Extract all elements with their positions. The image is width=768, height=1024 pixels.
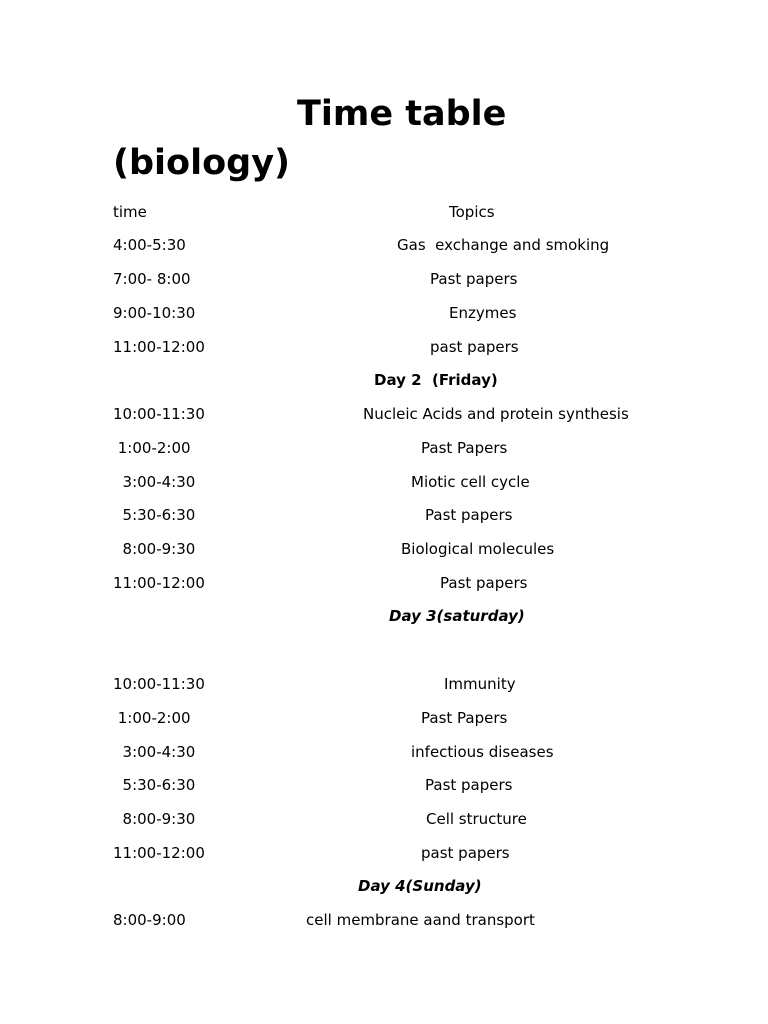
row-time: 8:00-9:30 [113, 810, 196, 828]
row-topic: Past papers [425, 776, 513, 794]
row-time: 8:00-9:00 [113, 911, 186, 929]
row-topic: Enzymes [449, 304, 517, 322]
row-topic: past papers [421, 844, 510, 862]
row-time: 1:00-2:00 [113, 439, 191, 457]
title-line-1: Time table [297, 94, 507, 134]
row-topic: past papers [430, 338, 519, 356]
row-topic: Past papers [425, 506, 513, 524]
row-topic: Cell structure [426, 810, 527, 828]
row-topic: Past papers [430, 270, 518, 288]
day-2-heading: Day 2 (Friday) [374, 371, 498, 389]
row-topic: Miotic cell cycle [411, 473, 530, 491]
row-time: 11:00-12:00 [113, 338, 205, 356]
header-time: time [113, 203, 147, 221]
row-topic: Immunity [444, 675, 516, 693]
row-time: 10:00-11:30 [113, 405, 205, 423]
day-4-heading: Day 4(Sunday) [358, 877, 482, 895]
row-time: 5:30-6:30 [113, 776, 196, 794]
row-topic: Past Papers [421, 439, 508, 457]
row-time: 3:00-4:30 [113, 473, 196, 491]
row-topic: Biological molecules [401, 540, 555, 558]
row-topic: Past papers [440, 574, 528, 592]
header-topics: Topics [449, 203, 495, 221]
title-line-2: (biology) [113, 143, 290, 183]
row-topic: Gas exchange and smoking [397, 236, 610, 254]
row-time: 8:00-9:30 [113, 540, 196, 558]
row-time: 1:00-2:00 [113, 709, 191, 727]
row-time: 10:00-11:30 [113, 675, 205, 693]
row-time: 4:00-5:30 [113, 236, 186, 254]
row-time: 5:30-6:30 [113, 506, 196, 524]
day-3-heading: Day 3(saturday) [389, 607, 525, 625]
row-topic: infectious diseases [411, 743, 554, 761]
row-topic: Past Papers [421, 709, 508, 727]
row-time: 3:00-4:30 [113, 743, 196, 761]
row-time: 11:00-12:00 [113, 844, 205, 862]
row-time: 11:00-12:00 [113, 574, 205, 592]
row-time: 7:00- 8:00 [113, 270, 191, 288]
row-topic: cell membrane aand transport [306, 911, 535, 929]
row-topic: Nucleic Acids and protein synthesis [363, 405, 629, 423]
row-time: 9:00-10:30 [113, 304, 196, 322]
